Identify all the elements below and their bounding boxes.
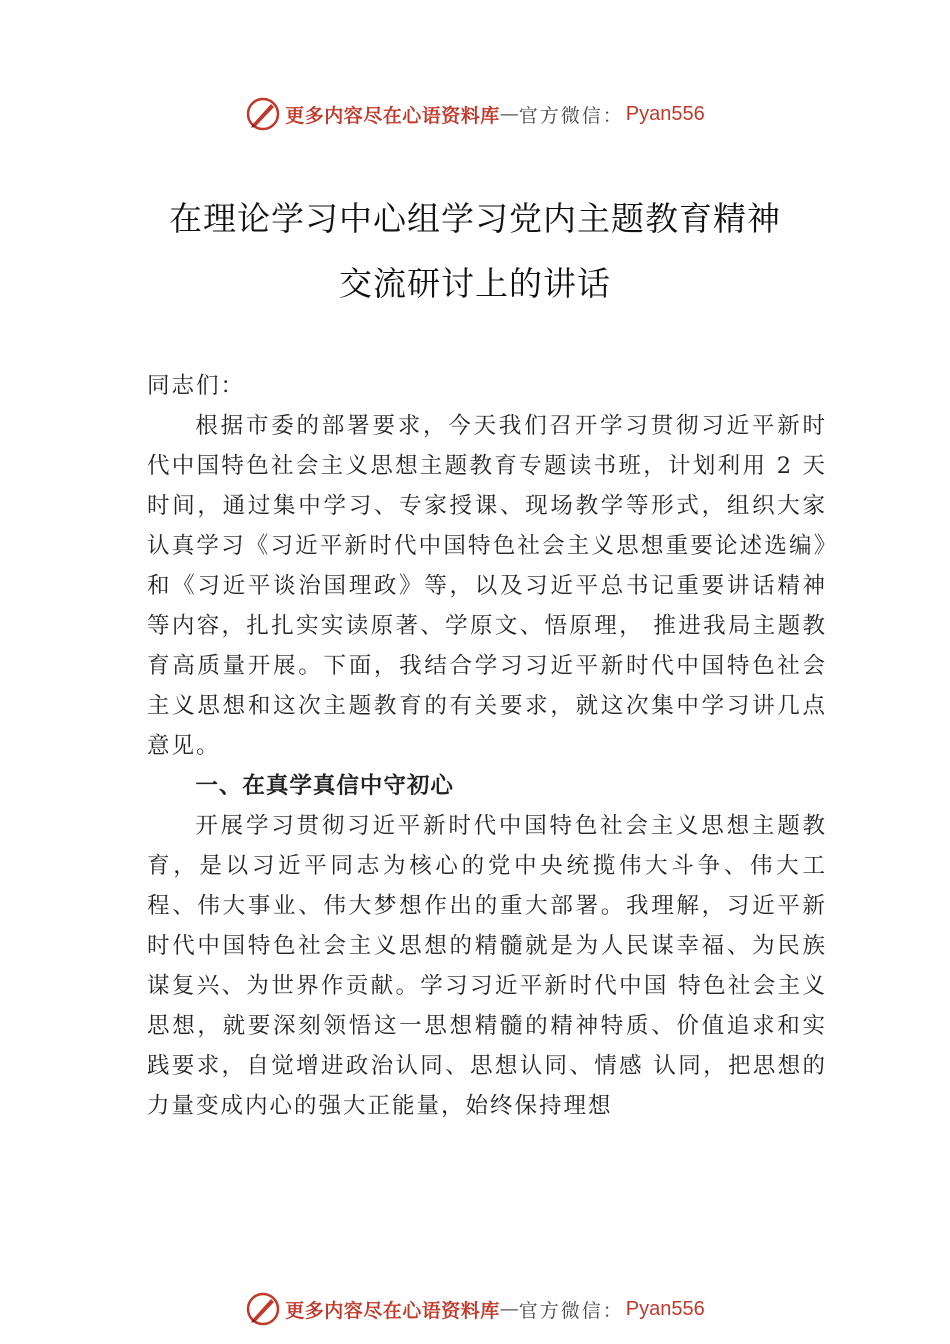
quill-pen-logo-icon [245,96,281,132]
section-heading-1: 一、在真学真信中守初心 [195,773,454,799]
watermark-wechat-label: 官方微信 [518,104,603,127]
paragraph-intro: 根据市委的部署要求，今天我们召开学习贯彻习近平新时代中国特色社会主义思想主题教育专题读书班，计划利用 2 天时间，通过集中学习、专家授课、现场教学等形式，组织大家认真学习《习近平新时代中国特色社会主义思想重要论述选编》和《习近平谈治国理政》等，以及习近平总书记重要讲话精神等内容，扎扎实实读原著、学原文、悟原理， 推进我局主题教育高质量开展。下面，我结合学习习近平新时代中国特色社会主义思想和这次主题教育的有关要求，就这次集中学习讲几点意见。 [147,413,827,759]
watermark-colon: ： [602,1299,622,1322]
watermark-wechat-label: 官方微信 [518,1299,603,1322]
watermark-site-name: 更多内容尽在心语资料库 [285,1299,500,1322]
watermark-colon: ： [602,104,622,127]
quill-pen-logo-icon [245,1291,281,1327]
watermark-wechat-id: Pyan556 [625,1297,705,1320]
watermark-dash: — [499,103,519,125]
watermark-site-name: 更多内容尽在心语资料库 [285,104,500,127]
document-title-line-2: 交流研讨上的讲话 [339,264,611,303]
watermark-header [0,94,950,134]
paragraph-section-1: 开展学习贯彻习近平新时代中国特色社会主义思想主题教育，是以习近平同志为核心的党中央统揽伟大斗争、伟大工程、伟大事业、伟大梦想作出的重大部署。我理解，习近平新时代中国特色社会主义思想的精髓就是为人民谋幸福、为民族谋复兴、为世界作贡献。学习习近平新时代中国 特色社会主义思想，就要深刻领悟这一思想精髓的精神特质、价值追求和实践要求，自觉增进政治认同、思想认同、情感 认同，把思想的力量变成内心的强大正能量，始终保持理想 [147,813,827,1119]
watermark-dash: — [499,1298,519,1320]
document-title-line-1: 在理论学习中心组学习党内主题教育精神 [169,199,781,238]
salutation: 同志们： [147,373,246,399]
document-body [147,366,827,1126]
watermark-footer [0,1289,950,1329]
watermark-wechat-id: Pyan556 [625,102,705,125]
